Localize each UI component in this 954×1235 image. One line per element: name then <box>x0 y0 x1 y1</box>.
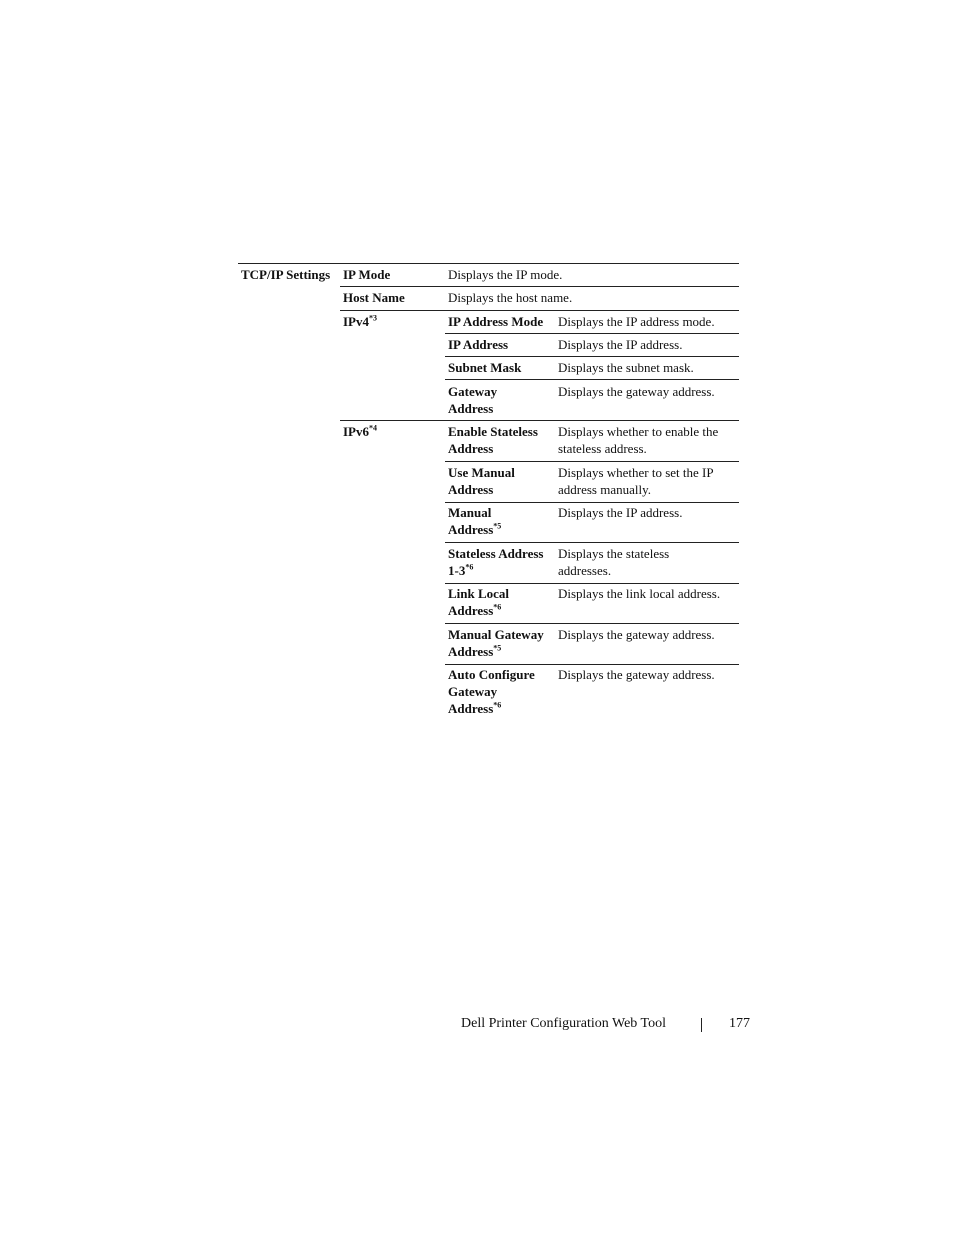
ip-mode-label: IP Mode <box>343 267 391 282</box>
gateway-address-label-1: Gateway <box>448 384 498 399</box>
rule-ipv6-5 <box>445 623 739 624</box>
manual-gateway-label-1: Manual Gateway <box>448 627 544 642</box>
ip-address-mode-desc: Displays the IP address mode. <box>558 314 715 329</box>
ipv6-note: *4 <box>369 423 377 433</box>
enable-stateless-desc <box>558 423 718 457</box>
enable-stateless-label <box>448 423 538 457</box>
section-label: TCP/IP Settings <box>241 267 331 282</box>
subnet-mask-label: Subnet Mask <box>448 360 522 375</box>
gateway-address-label-2: Address <box>448 401 494 416</box>
enable-stateless-label-1: Enable Stateless <box>448 424 538 439</box>
use-manual-desc-2: address manually. <box>558 482 652 497</box>
stateless-address-desc-2: addresses. <box>558 563 612 578</box>
auto-gateway-label-3: Address <box>448 701 494 716</box>
manual-gateway-label-2: Address <box>448 644 494 659</box>
rule-top <box>238 263 739 264</box>
auto-gateway-note: *6 <box>493 700 502 710</box>
ip-mode-desc: Displays the IP mode. <box>448 267 563 282</box>
page-number: 177 <box>729 1016 750 1031</box>
use-manual-desc-1: Displays whether to set the IP <box>558 465 714 480</box>
ipv6-label-text: IPv6 <box>343 424 369 439</box>
manual-gateway-note: *5 <box>493 643 502 653</box>
manual-gateway-desc: Displays the gateway address. <box>558 627 715 642</box>
gateway-address-label <box>448 383 497 417</box>
use-manual-desc <box>558 464 714 498</box>
auto-gateway-label-2: Gateway <box>448 684 498 699</box>
stateless-address-label-2: 1-3 <box>448 563 466 578</box>
rule-ipv6-4 <box>445 583 739 584</box>
enable-stateless-desc-2: stateless address. <box>558 441 647 456</box>
rule-ipv6-3 <box>445 542 739 543</box>
enable-stateless-label-2: Address <box>448 441 494 456</box>
subnet-mask-desc: Displays the subnet mask. <box>558 360 694 375</box>
rule-ipv4-1 <box>445 333 739 334</box>
footer-title: Dell Printer Configuration Web Tool <box>461 1016 667 1031</box>
auto-gateway-label-1: Auto Configure <box>448 667 535 682</box>
ipv4-note: *3 <box>369 313 377 323</box>
footer-separator <box>701 1018 702 1032</box>
use-manual-label-1: Use Manual <box>448 465 515 480</box>
link-local-desc: Displays the link local address. <box>558 586 721 601</box>
link-local-label-1: Link Local <box>448 586 510 601</box>
use-manual-label-2: Address <box>448 482 494 497</box>
ip-address-label: IP Address <box>448 337 509 352</box>
rule-ip-mode <box>340 286 739 287</box>
rule-ipv4-2 <box>445 356 739 357</box>
enable-stateless-desc-1: Displays whether to enable the <box>558 424 719 439</box>
auto-gateway-desc: Displays the gateway address. <box>558 667 715 682</box>
stateless-address-desc-1: Displays the stateless <box>558 546 670 561</box>
manual-gateway-label <box>448 626 544 660</box>
manual-address-label-1: Manual <box>448 505 492 520</box>
use-manual-label <box>448 464 515 498</box>
auto-gateway-label <box>448 666 535 717</box>
ipv6-label <box>343 423 377 440</box>
ip-address-desc: Displays the IP address. <box>558 337 683 352</box>
rule-ipv6-6 <box>445 664 739 665</box>
rule-ipv6-1 <box>445 461 739 462</box>
ip-address-mode-label: IP Address Mode <box>448 314 544 329</box>
rule-ipv4-end <box>340 420 739 421</box>
gateway-address-desc: Displays the gateway address. <box>558 384 715 399</box>
link-local-note: *6 <box>493 602 502 612</box>
rule-ipv6-2 <box>445 502 739 503</box>
stateless-address-label <box>448 545 543 579</box>
rule-ipv4-3 <box>445 379 739 380</box>
stateless-address-desc <box>558 545 669 579</box>
manual-address-label-2: Address <box>448 522 494 537</box>
link-local-label <box>448 585 509 619</box>
manual-address-label <box>448 504 501 538</box>
rule-host-name <box>340 310 739 311</box>
ipv4-label-text: IPv4 <box>343 314 369 329</box>
manual-address-desc: Displays the IP address. <box>558 505 683 520</box>
host-name-label: Host Name <box>343 290 405 305</box>
manual-address-note: *5 <box>493 521 502 531</box>
host-name-desc: Displays the host name. <box>448 290 573 305</box>
stateless-address-note: *6 <box>465 562 474 572</box>
link-local-label-2: Address <box>448 603 494 618</box>
ipv4-label <box>343 313 377 330</box>
stateless-address-label-1: Stateless Address <box>448 546 544 561</box>
